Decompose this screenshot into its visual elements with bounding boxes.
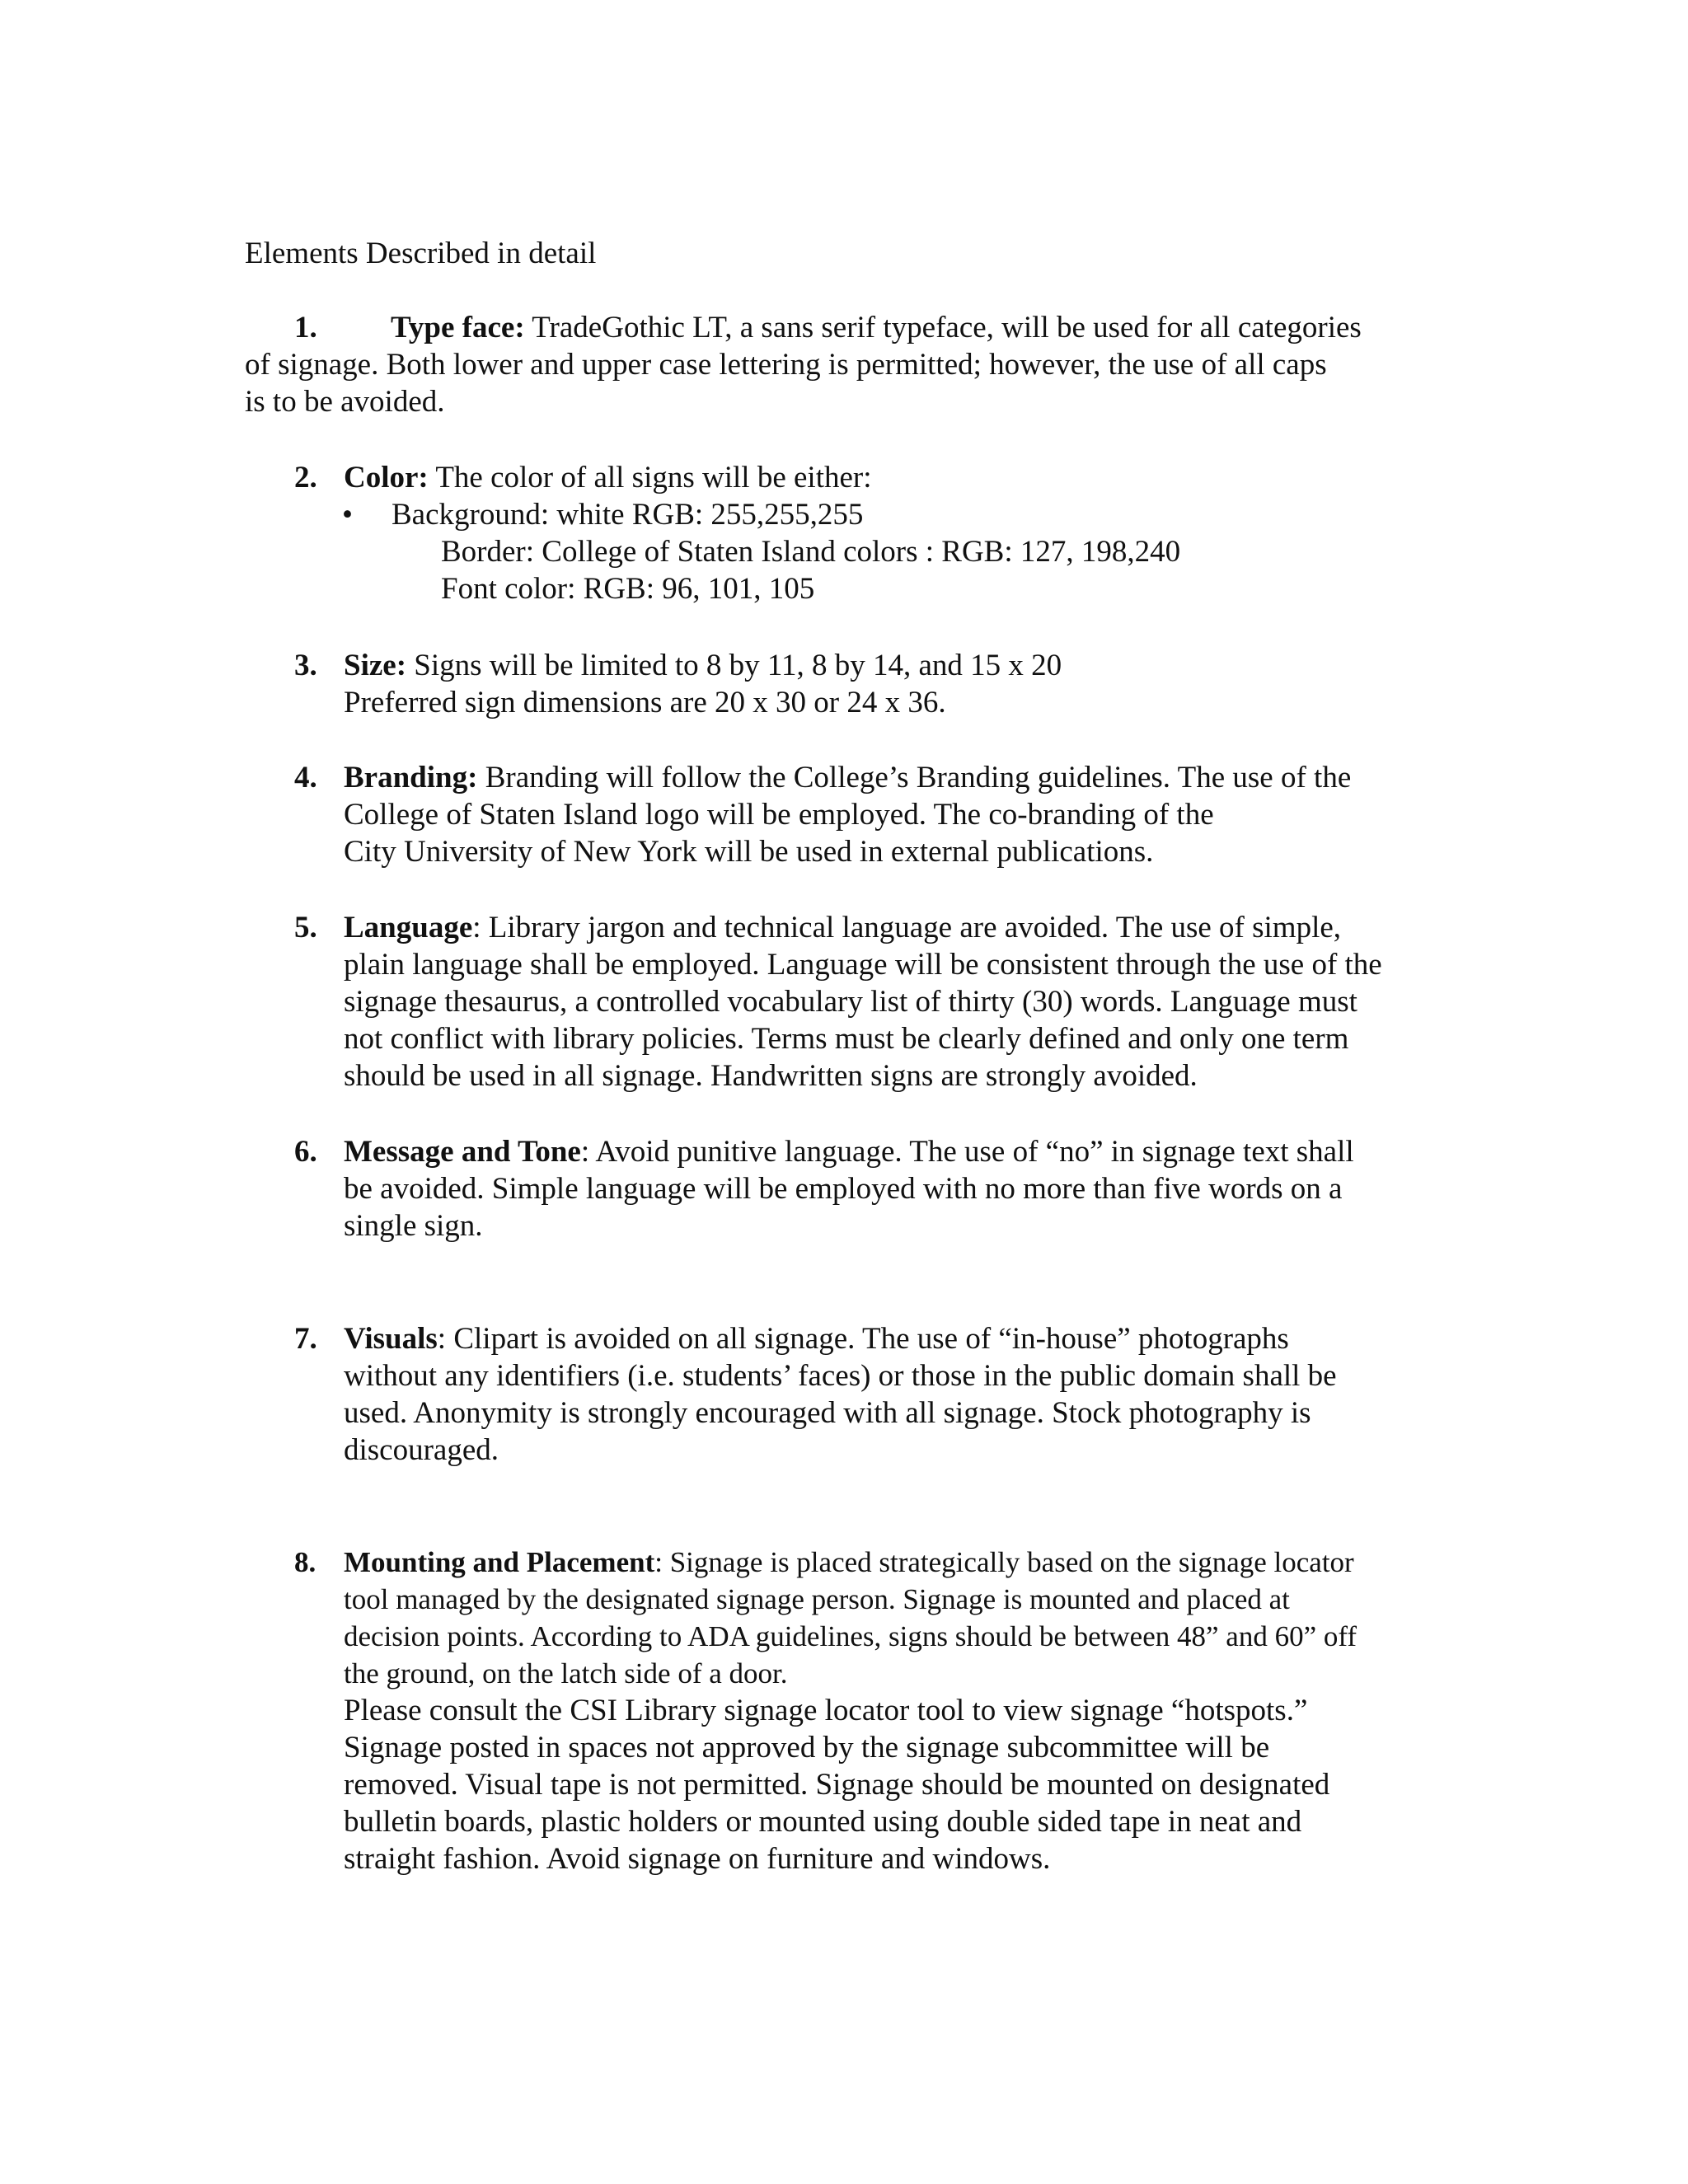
item-line: City University of New York will be used in external publications.: [344, 835, 1154, 869]
bullet-text: Background: white RGB: 255,255,255: [392, 498, 864, 532]
item-label: Branding:: [344, 761, 478, 794]
item-label: Size:: [344, 649, 407, 682]
item-first-line: [294, 1320, 1465, 1357]
item-line: not conflict with library policies. Terms must be clearly defined and only one term: [344, 1022, 1349, 1056]
item-line: decision points. According to ADA guidelines, signs should be between 48” and 60” off: [344, 1620, 1357, 1652]
item-line: Please consult the CSI Library signage locator tool to view signage “hotspots.”: [344, 1694, 1308, 1727]
item-line: be avoided. Simple language will be employed with no more than five words on a: [344, 1172, 1343, 1206]
item-label: Language: [344, 911, 473, 944]
list-item-message-tone: [294, 1133, 1465, 1244]
item-number: 7.: [294, 1322, 317, 1356]
item-first-line: [294, 459, 1465, 496]
item-number: 6.: [294, 1135, 317, 1169]
bullet-line: Border: College of Staten Island colors : RGB: 127, 198,240: [441, 535, 1181, 569]
item-first-line: [294, 647, 1465, 684]
list-item-visuals: [294, 1320, 1465, 1469]
item-text: : Clipart is avoided on all signage. The use of “in-house” photographs: [437, 1322, 1289, 1356]
item-label: Color:: [344, 461, 429, 494]
item-first-line: [294, 309, 1465, 346]
item-line: Signage posted in spaces not approved by the signage subcommittee will be: [344, 1731, 1270, 1765]
list-item-branding: [294, 759, 1465, 870]
item-line: plain language shall be employed. Language will be consistent through the use of the: [344, 948, 1382, 982]
item-line: is to be avoided.: [245, 385, 445, 419]
item-label: Type face:: [391, 311, 525, 344]
item-first-line: [294, 1133, 1465, 1170]
list-item-size: [294, 647, 1465, 721]
item-line: without any identifiers (i.e. students’ faces) or those in the public domain shall be: [344, 1359, 1337, 1393]
item-text: : Avoid punitive language. The use of “no” in signage text shall: [580, 1135, 1354, 1169]
item-line: the ground, on the latch side of a door.: [344, 1657, 788, 1690]
bullet-icon: •: [342, 498, 353, 532]
item-text: TradeGothic LT, a sans serif typeface, will be used for all categories: [524, 311, 1362, 344]
item-line: Preferred sign dimensions are 20 x 30 or 24 x 36.: [344, 686, 946, 719]
item-first-line: [294, 759, 1465, 796]
item-number: 8.: [294, 1546, 316, 1578]
item-line: single sign.: [344, 1209, 483, 1243]
item-line: removed. Visual tape is not permitted. Signage should be mounted on designated: [344, 1768, 1330, 1802]
item-line: signage thesaurus, a controlled vocabulary list of thirty (30) words. Language must: [344, 985, 1357, 1019]
list-item-color: [294, 459, 1465, 607]
bullet-line: Font color: RGB: 96, 101, 105: [441, 572, 815, 606]
section-heading: Elements Described in detail: [245, 237, 597, 270]
item-line: College of Staten Island logo will be employed. The co-branding of the: [344, 798, 1214, 832]
item-text: The color of all signs will be either:: [428, 461, 872, 494]
bullet-item: [342, 496, 1465, 533]
item-line: bulletin boards, plastic holders or mounted using double sided tape in neat and: [344, 1805, 1302, 1839]
item-number: 4.: [294, 761, 317, 794]
item-line: tool managed by the designated signage person. Signage is mounted and placed at: [344, 1583, 1290, 1615]
item-first-line: [294, 1544, 1465, 1581]
item-label: Visuals: [344, 1322, 438, 1356]
item-number: 3.: [294, 649, 317, 682]
item-first-line: [294, 909, 1465, 946]
list-item-typeface: [245, 309, 1465, 420]
list-item-mounting-placement: [294, 1544, 1465, 1877]
list-item-language: [294, 909, 1465, 1094]
item-label: Message and Tone: [344, 1135, 581, 1169]
item-number: 2.: [294, 461, 317, 494]
item-text: Branding will follow the College’s Branding guidelines. The use of the: [477, 761, 1352, 794]
item-line: should be used in all signage. Handwritten signs are strongly avoided.: [344, 1059, 1198, 1093]
item-number: 5.: [294, 911, 317, 944]
item-line: straight fashion. Avoid signage on furniture and windows.: [344, 1842, 1051, 1876]
item-text: : Library jargon and technical language are avoided. The use of simple,: [472, 911, 1342, 944]
item-number: 1.: [294, 311, 317, 344]
item-line: used. Anonymity is strongly encouraged with all signage. Stock photography is: [344, 1396, 1311, 1430]
item-label: Mounting and Placement: [344, 1546, 655, 1578]
item-text: Signs will be limited to 8 by 11, 8 by 14, and 15 x 20: [406, 649, 1062, 682]
item-text: : Signage is placed strategically based on the signage locator: [654, 1546, 1354, 1578]
item-line: of signage. Both lower and upper case lettering is permitted; however, the use of all caps: [245, 348, 1327, 382]
item-line: discouraged.: [344, 1433, 499, 1467]
